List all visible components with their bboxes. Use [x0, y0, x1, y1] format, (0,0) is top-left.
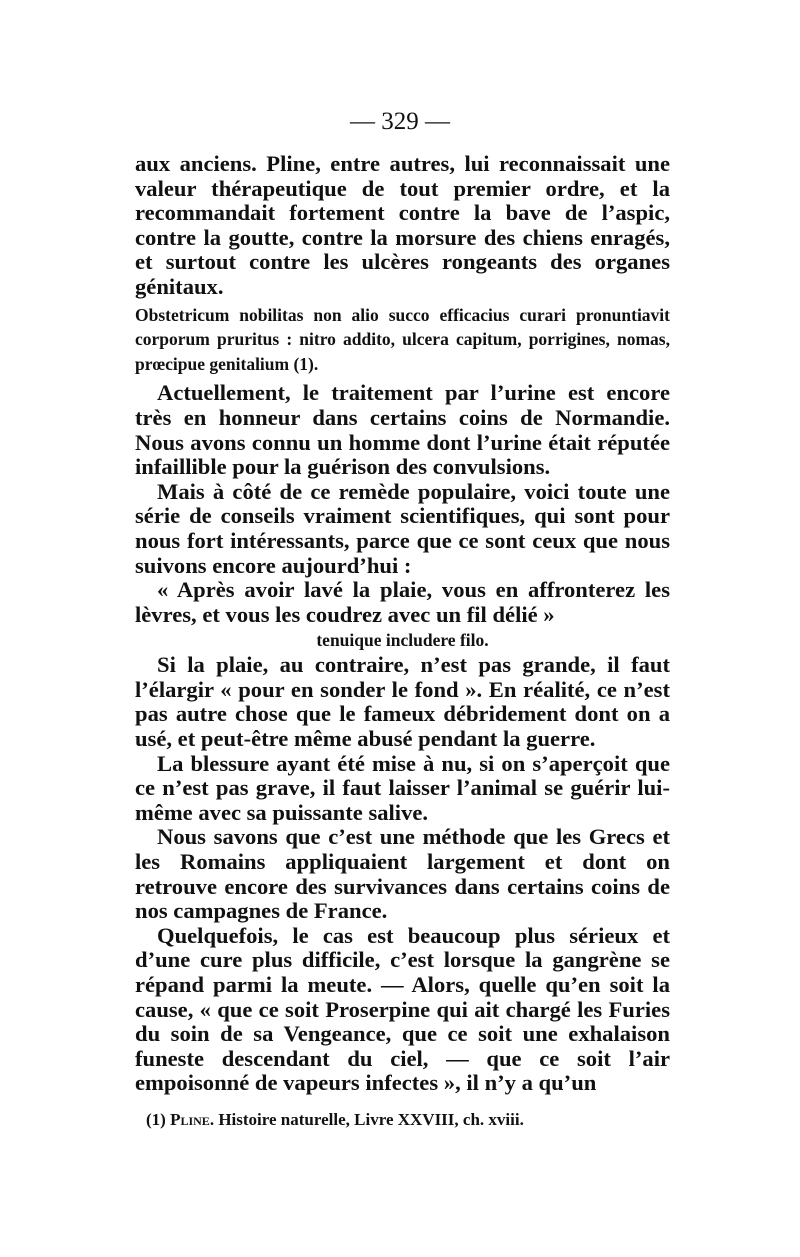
latin-citation: tenuique includere filo. — [316, 630, 489, 651]
paragraph: aux anciens. Pline, entre autres, lui reconnaissait une valeur thérapeutique de tout premier ordre, et la recommandait fortement contre la bave de l’aspic, contre la goutte, contre la morsure des chiens enragés, et surtout contre les ulcères rongeants des organes génitaux. — [135, 151, 670, 299]
footnote-marker: (1) — [146, 1110, 166, 1129]
paragraph: Si la plaie, au contraire, n’est pas grande, il faut l’élargir « pour en sonder le fond ». En réalité, ce n’est pas autre chose que le fameux débridement dont on a usé, et peut-être même abusé pendant la guerre. — [135, 652, 670, 752]
quotation-paragraph: « Après avoir lavé la plaie, vous en affronterez les lèvres, et vous les coudrez avec un fil délié » — [135, 577, 670, 627]
paragraph: Actuellement, le traitement par l’urine est encore très en honneur dans certains coins de Normandie. Nous avons connu un homme dont l’urine était réputée infaillible pour la guérison des convulsions. — [135, 380, 670, 480]
paragraph: Quelquefois, le cas est beaucoup plus sérieux et d’une cure plus difficile, c’est lorsque la gangrène se répand parmi la meute. — Alors, quelle qu’en soit la cause, « que ce soit Proserpine qui ait chargé les Furies du soin de sa Vengeance, que ce soit une exhalaison funeste descendant du ciel, — que ce soit l’air empoisonné de vapeurs infectes », il n’y a qu’un — [135, 922, 670, 1096]
paragraph: La blessure ayant été mise à nu, si on s’aperçoit que ce n’est pas grave, il faut laisser l’animal se guérir lui-même avec sa puissante salive. — [135, 750, 670, 825]
page-number-header: — 329 — — [350, 108, 450, 135]
paragraph: Mais à côté de ce remède populaire, voici toute une série de conseils vraiment scientifiques, qui sont pour nous fort intéressants, parce que ce sont ceux que nous suivons encore aujourd’hui : — [135, 478, 670, 578]
footnote-text: . Histoire naturelle, Livre XXVIII, ch. xviii. — [209, 1110, 524, 1129]
latin-quotation: Obstetricum nobilitas non alio succo efficacius curari pronuntiavit corporum pruritus : nitro addito, ulcera capitum, porrigines, nomas, prœcipue genitalium (1). — [135, 304, 670, 374]
paragraph: Nous savons que c’est une méthode que les Grecs et les Romains appliquaient largement et dont on retrouve encore des survivances dans certains coins de nos campagnes de France. — [135, 824, 670, 924]
main-text — [135, 152, 670, 1096]
footnote — [146, 1110, 666, 1130]
footnote-author: Pline — [170, 1110, 210, 1129]
